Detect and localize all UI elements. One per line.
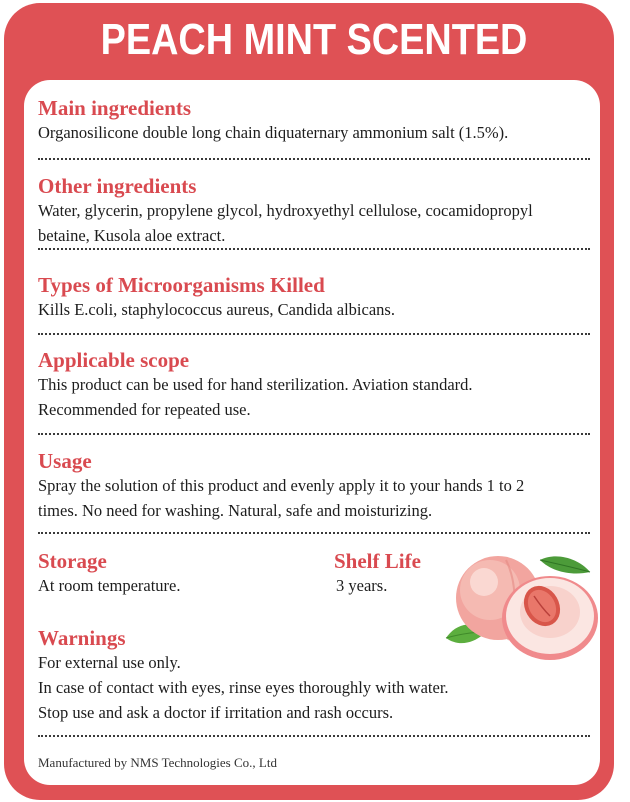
section-main-ingredients	[38, 96, 592, 145]
divider	[38, 735, 590, 737]
warnings-line: In case of contact with eyes, rinse eyes thoroughly with water.	[38, 678, 449, 697]
other-ingredients-line: Water, glycerin, propylene glycol, hydroxyethyl cellulose, cocamidopropyl	[38, 201, 533, 220]
warnings-line: For external use only.	[38, 653, 181, 672]
warnings-heading: Warnings	[38, 626, 126, 650]
usage-line: Spray the solution of this product and evenly apply it to your hands 1 to 2	[38, 476, 525, 495]
divider	[38, 433, 590, 435]
main-ingredients-heading: Main ingredients	[38, 96, 192, 120]
label-frame	[4, 3, 614, 800]
microorganisms-heading: Types of Microorganisms Killed	[38, 273, 325, 297]
usage-line: times. No need for washing. Natural, safe and moisturizing.	[38, 501, 433, 520]
manufacturer-footer: Manufactured by NMS Technologies Co., Ltd	[38, 755, 277, 770]
storage-text: At room temperature.	[38, 576, 181, 595]
page-title: PEACH MINT SCENTED	[100, 15, 528, 64]
microorganisms-text: Kills E.coli, staphylococcus aureus, Candida albicans.	[38, 300, 395, 319]
section-applicable-scope	[38, 348, 592, 422]
divider	[38, 158, 590, 160]
scope-line: Recommended for repeated use.	[38, 400, 251, 419]
shelf-life-heading: Shelf Life	[334, 549, 421, 573]
main-ingredients-text: Organosilicone double long chain diquaternary ammonium salt (1.5%).	[38, 123, 509, 142]
section-other-ingredients	[38, 174, 592, 248]
section-microorganisms	[38, 273, 592, 322]
section-warnings	[38, 626, 592, 725]
section-usage	[38, 449, 592, 523]
usage-heading: Usage	[38, 449, 92, 473]
warnings-line: Stop use and ask a doctor if irritation and rash occurs.	[38, 703, 394, 722]
info-panel	[24, 80, 600, 785]
scope-heading: Applicable scope	[38, 348, 190, 372]
scope-line: This product can be used for hand sterilization. Aviation standard.	[38, 375, 473, 394]
divider	[38, 333, 590, 335]
section-storage	[38, 549, 318, 598]
other-ingredients-heading: Other ingredients	[38, 174, 197, 198]
divider	[38, 248, 590, 250]
divider	[38, 532, 590, 534]
shelf-life-text: 3 years.	[336, 576, 388, 595]
other-ingredients-line: betaine, Kusola aloe extract.	[38, 226, 226, 245]
storage-heading: Storage	[38, 549, 107, 573]
